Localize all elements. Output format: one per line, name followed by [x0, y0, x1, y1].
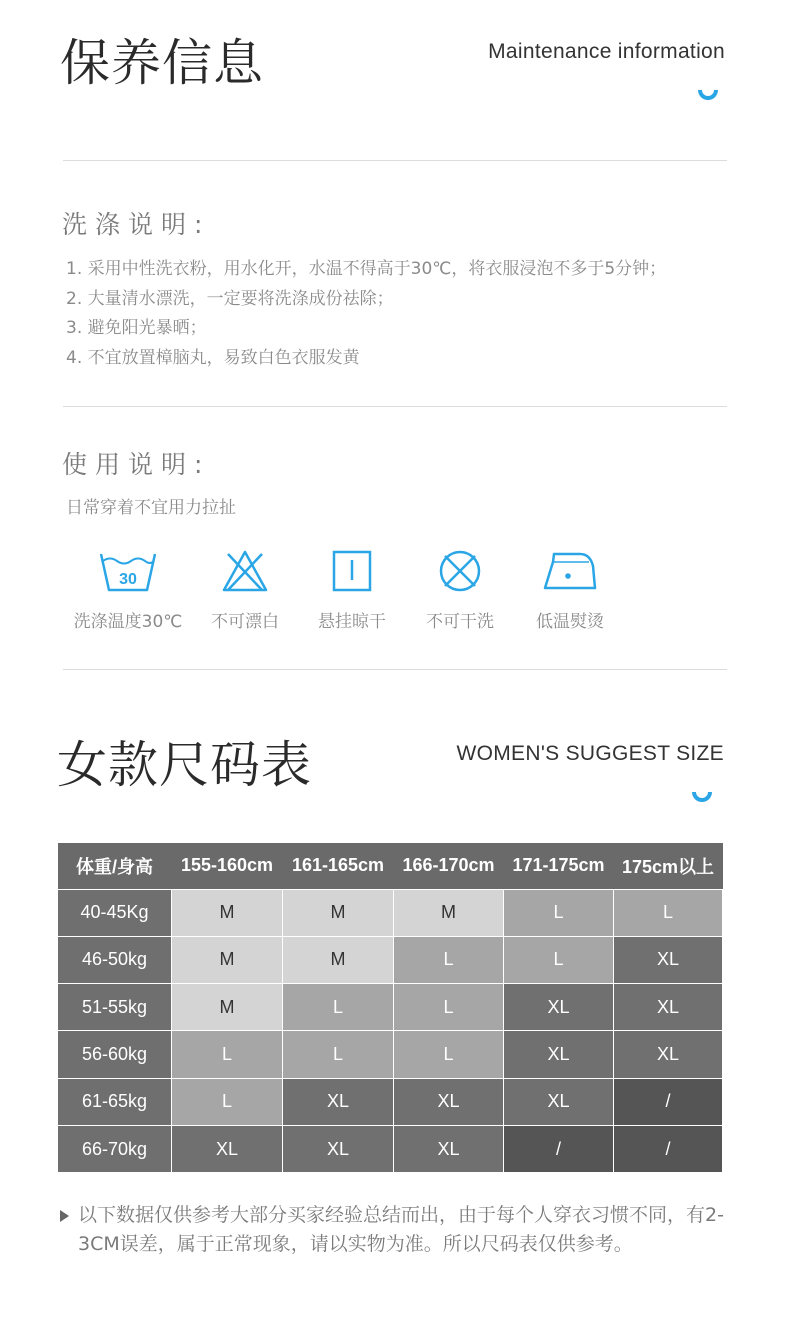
care-label: 不可漂白: [211, 612, 279, 632]
size-cell: XL: [172, 1125, 283, 1172]
corner-header: 体重/身高: [58, 843, 172, 889]
care-label: 低温熨烫: [536, 612, 604, 632]
table-row: [58, 984, 723, 1031]
table-row: [58, 1125, 723, 1172]
size-cell: L: [504, 889, 614, 936]
size-chart-note: [60, 1201, 750, 1259]
size-cell: L: [172, 1078, 283, 1125]
size-cell: XL: [504, 1031, 614, 1078]
weight-cell: 61-65kg: [58, 1078, 172, 1125]
list-item: 1. 采用中性洗衣粉，用水化开，水温不得高于30℃，将衣服浸泡不多于5分钟；: [66, 259, 667, 279]
note-text: 以下数据仅供参考大部分买家经验总结而出，由于每个人穿衣习惯不同，有2-3CM误差，属于正常现象，请以实物为准。所以尺码表仅供参考。: [78, 1204, 724, 1255]
size-cell: M: [394, 889, 504, 936]
size-cell: L: [394, 984, 504, 1031]
size-chart-title: 女款尺码表: [57, 736, 312, 794]
care-label: 洗涤温度30℃: [73, 612, 183, 632]
weight-cell: 46-50kg: [58, 936, 172, 983]
maintenance-title: 保养信息: [60, 34, 264, 92]
wash-instructions-heading: 洗涤说明:: [62, 210, 211, 239]
height-header: 175cm以上: [614, 843, 723, 889]
size-cell: /: [504, 1125, 614, 1172]
wash-30-icon: [98, 548, 158, 594]
weight-cell: 40-45Kg: [58, 889, 172, 936]
care-label: 悬挂晾干: [318, 612, 386, 632]
table-row: [58, 936, 723, 983]
care-item-hang-dry: [292, 548, 412, 632]
size-cell: L: [614, 889, 723, 936]
care-item-low-iron: [510, 548, 630, 632]
maintenance-subtitle: Maintenance information: [488, 40, 725, 63]
wash-temperature-number: 30: [119, 571, 137, 588]
table-header-row: [58, 843, 723, 889]
size-cell: L: [394, 1031, 504, 1078]
size-cell: XL: [394, 1078, 504, 1125]
size-cell: M: [283, 936, 394, 983]
smile-accent-icon: [692, 792, 712, 802]
divider: [63, 669, 727, 670]
size-cell: /: [614, 1125, 723, 1172]
wash-instructions-list: [66, 255, 666, 373]
height-header: 155-160cm: [172, 843, 283, 889]
no-dry-clean-icon: [437, 548, 483, 594]
size-cell: /: [614, 1078, 723, 1125]
hang-dry-icon: [329, 548, 375, 594]
size-cell: XL: [614, 1031, 723, 1078]
usage-instructions-text: 日常穿着不宜用力拉扯: [66, 498, 236, 518]
size-cell: M: [172, 889, 283, 936]
size-cell: XL: [614, 984, 723, 1031]
table-row: [58, 1078, 723, 1125]
size-cell: XL: [614, 936, 723, 983]
list-item: 4. 不宜放置樟脑丸，易致白色衣服发黄: [66, 347, 360, 368]
size-cell: M: [172, 936, 283, 983]
table-row: [58, 1031, 723, 1078]
low-iron-icon: [542, 548, 598, 594]
size-cell: L: [504, 936, 614, 983]
size-cell: L: [172, 1031, 283, 1078]
size-cell: L: [283, 984, 394, 1031]
triangle-right-icon: [60, 1210, 69, 1222]
height-header: 171-175cm: [504, 843, 614, 889]
weight-cell: 56-60kg: [58, 1031, 172, 1078]
size-cell: XL: [504, 984, 614, 1031]
care-item-no-bleach: [185, 548, 305, 632]
size-cell: XL: [394, 1125, 504, 1172]
care-label: 不可干洗: [426, 612, 494, 632]
height-header: 166-170cm: [394, 843, 504, 889]
size-cell: M: [283, 889, 394, 936]
no-bleach-icon: [220, 548, 270, 594]
smile-accent-icon: [698, 90, 718, 100]
usage-instructions-heading: 使用说明:: [62, 450, 211, 479]
size-chart-subtitle: WOMEN'S SUGGEST SIZE: [456, 742, 724, 765]
size-cell: XL: [283, 1078, 394, 1125]
weight-cell: 66-70kg: [58, 1125, 172, 1172]
size-cell: XL: [504, 1078, 614, 1125]
list-item: 3. 避免阳光暴晒；: [66, 318, 207, 338]
divider: [63, 406, 727, 407]
size-table: [57, 843, 723, 1173]
height-header: 161-165cm: [283, 843, 394, 889]
divider: [63, 160, 727, 161]
table-row: [58, 889, 723, 936]
size-cell: XL: [283, 1125, 394, 1172]
size-cell: L: [283, 1031, 394, 1078]
size-cell: L: [394, 936, 504, 983]
care-item-wash: [68, 548, 188, 632]
size-cell: M: [172, 984, 283, 1031]
list-item: 2. 大量清水漂洗，一定要将洗涤成份祛除；: [66, 288, 394, 309]
care-item-no-dry-clean: [400, 548, 520, 632]
weight-cell: 51-55kg: [58, 984, 172, 1031]
